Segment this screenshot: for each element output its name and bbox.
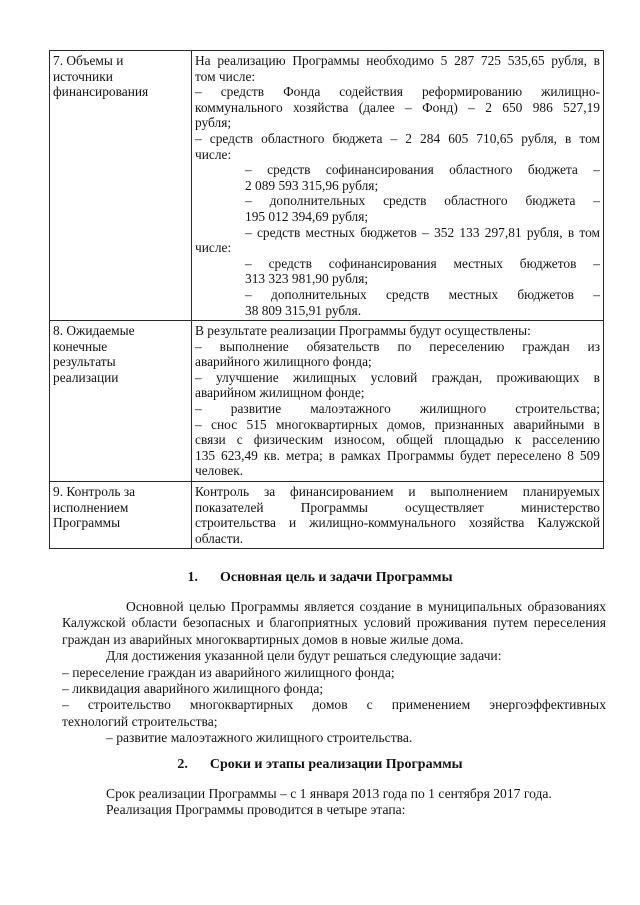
text-line: 38 809 315,91 рубля.: [245, 302, 362, 318]
text-line: финансирования: [53, 84, 149, 100]
text-line: 9. Контроль за: [53, 484, 136, 500]
text-line: Срок реализации Программы – с 1 января 2013 года по 1 сентября 2017 года.: [106, 786, 552, 801]
text-line: – строительство многоквартирных домов с применением энергоэффективных: [62, 697, 606, 713]
text-line: числе:: [195, 240, 232, 256]
text-line: технологий строительства;: [62, 713, 218, 729]
text-line: реализации: [53, 369, 119, 385]
section-number: 2.: [177, 757, 188, 772]
table-row: [50, 321, 604, 482]
table-row: [50, 51, 604, 321]
text-line: аварийном жилищном фонде;: [195, 385, 365, 401]
section-1-heading: [0, 570, 640, 586]
text-line: 313 323 981,90 рубля;: [245, 271, 369, 287]
text-line: аварийного жилищного фонда;: [195, 354, 372, 370]
text-line: строительства и жилищно-коммунального хозяйства Калужской: [195, 515, 600, 531]
text-line: – средств областного бюджета – 2 284 605 710,65 рубля, в том: [195, 130, 600, 146]
section-2-body: [62, 786, 606, 819]
row-content-cell: [192, 482, 604, 549]
text-line: В результате реализации Программы будут осуществлены:: [195, 323, 531, 339]
section-title: Основная цель и задачи Программы: [219, 570, 453, 585]
text-line: 195 012 394,69 рубля;: [245, 208, 369, 224]
text-line: области.: [195, 530, 244, 546]
text-line: конечные: [53, 338, 108, 354]
text-line: 7. Объемы и: [53, 53, 124, 68]
text-line: числе:: [195, 146, 232, 162]
text-line: – развитие малоэтажного жилищного строительства.: [106, 730, 413, 746]
text-line: – средств местных бюджетов – 352 133 297,81 рубля, в том: [245, 224, 600, 240]
text-line: – ликвидация аварийного жилищного фонда;: [62, 681, 324, 697]
text-line: Для достижения указанной цели будут решаться следующие задачи:: [106, 648, 502, 664]
text-line: граждан из аварийных многоквартирных домов в новые жилые дома.: [62, 631, 464, 647]
text-line: Реализация Программы проводится в четыре этапа:: [106, 802, 406, 818]
row-label-cell: [50, 51, 192, 321]
text-line: Основной целью Программы является создание в муниципальных образованиях: [126, 599, 606, 614]
text-line: – снос 515 многоквартирных домов, признанных аварийными в: [195, 416, 600, 432]
text-line: коммунального хозяйства (далее – Фонд) – 2 650 986 527,19: [195, 99, 600, 115]
text-line: связи с физическим износом, общей площадью к расселению: [195, 432, 600, 448]
text-line: 8. Ожидаемые: [53, 323, 135, 339]
program-passport-table: [49, 50, 604, 549]
text-line: – улучшение жилищных условий граждан, проживающих в: [195, 369, 600, 385]
text-line: 2 089 593 315,96 рубля;: [245, 177, 379, 193]
text-line: – средств софинансирования местных бюджетов –: [245, 255, 600, 271]
text-line: – средств Фонда содействия реформированию жилищно-: [195, 84, 600, 100]
section-1-body: [62, 599, 606, 747]
text-line: – выполнение обязательств по переселению граждан из: [195, 338, 600, 354]
text-line: человек.: [195, 463, 244, 479]
text-line: результаты: [53, 354, 116, 370]
text-line: – дополнительных средств местных бюджетов –: [245, 286, 600, 302]
row-label-cell: [50, 321, 192, 482]
section-title: Сроки и этапы реализации Программы: [209, 757, 463, 772]
text-line: – дополнительных средств областного бюджета –: [245, 193, 600, 209]
text-line: Программы: [53, 515, 121, 531]
text-line: исполнением: [53, 499, 129, 515]
row-label-cell: [50, 482, 192, 549]
section-number: 1.: [187, 570, 198, 585]
section-2-heading: [0, 757, 640, 773]
row-content-cell: [192, 51, 604, 321]
text-line: На реализацию Программы необходимо 5 287 725 535,65 рубля, в: [195, 53, 600, 68]
text-line: Контроль за финансированием и выполнением планируемых: [195, 484, 600, 500]
text-line: – развитие малоэтажного жилищного строительства;: [195, 401, 600, 417]
text-line: – средств софинансирования областного бюджета –: [245, 162, 600, 178]
table-row: [50, 482, 604, 549]
text-line: показателей Программы осуществляет министерство: [195, 499, 600, 515]
text-line: – переселение граждан из аварийного жилищного фонда;: [62, 664, 395, 680]
text-line: источники: [53, 68, 113, 84]
text-line: том числе:: [195, 68, 256, 84]
text-line: Калужской области безопасных и благоприятных условий проживания путем переселения: [62, 615, 606, 631]
text-line: 135 623,49 кв. метра; в рамках Программы будет переселено 8 509: [195, 447, 600, 463]
row-content-cell: [192, 321, 604, 482]
text-line: рубля;: [195, 115, 232, 131]
